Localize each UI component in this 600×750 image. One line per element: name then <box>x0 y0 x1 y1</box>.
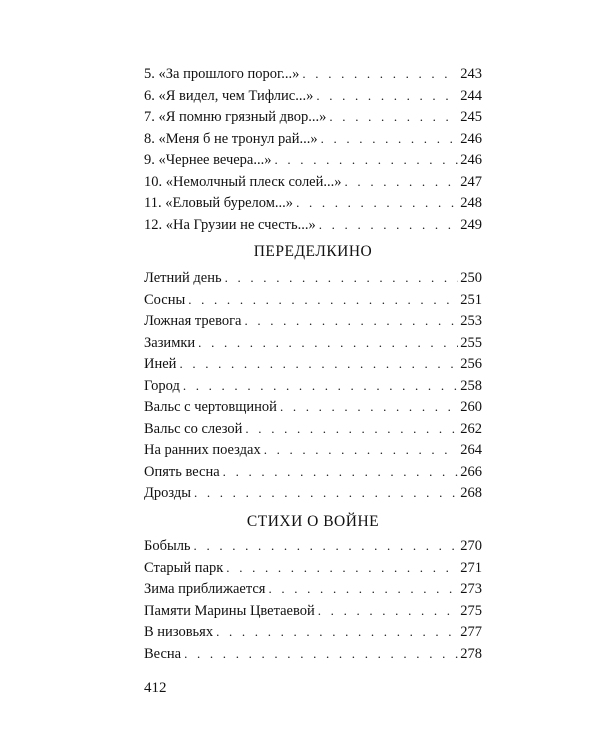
entry-title: Город <box>144 377 180 394</box>
dot-leader <box>183 375 458 397</box>
entry-page: 243 <box>460 66 482 82</box>
entry-title: Летний день <box>144 270 222 286</box>
section-heading-peredelkino: ПЕРЕДЕЛКИНО <box>253 243 373 260</box>
entry-title: Весна <box>144 645 182 662</box>
entry-page: 255 <box>460 334 482 351</box>
entry-page: 246 <box>460 130 482 147</box>
toc-entry <box>144 310 482 332</box>
toc-section-tiflis <box>144 63 482 235</box>
dot-leader <box>225 267 459 289</box>
dot-leader <box>179 353 458 375</box>
toc-entry <box>144 600 482 622</box>
entry-page: 246 <box>460 152 482 168</box>
entry-title: Ложная тревога <box>144 313 242 329</box>
entry-page: 262 <box>460 420 482 437</box>
dot-leader <box>302 63 458 85</box>
dot-leader <box>319 214 459 236</box>
entry-page: 273 <box>460 581 482 597</box>
toc-entry <box>144 214 482 236</box>
toc-entry <box>144 128 482 150</box>
dot-leader <box>194 535 459 557</box>
entry-title: Опять весна <box>144 463 220 480</box>
toc-entry <box>144 353 482 375</box>
entry-page: 260 <box>460 399 482 415</box>
toc-entry <box>144 63 482 85</box>
entry-title: На ранних поездах <box>144 442 261 458</box>
entry-page: 244 <box>460 87 482 104</box>
dot-leader <box>345 171 459 193</box>
dot-leader <box>275 149 459 171</box>
toc-entry <box>144 418 482 440</box>
entry-title: Вальс со слезой <box>144 420 243 437</box>
entry-page: 248 <box>460 195 482 211</box>
entry-page: 245 <box>460 109 482 125</box>
dot-leader <box>316 85 458 107</box>
toc-entry <box>144 578 482 600</box>
entry-page: 250 <box>460 270 482 286</box>
entry-page: 251 <box>460 291 482 308</box>
dot-leader <box>216 621 458 643</box>
entry-title: В низовьях <box>144 624 214 640</box>
entry-page: 277 <box>460 624 482 640</box>
toc-entry <box>144 535 482 557</box>
dot-leader <box>188 289 458 311</box>
toc-entry <box>144 149 482 171</box>
dot-leader <box>226 557 458 579</box>
toc-entry <box>144 332 482 354</box>
entry-title: 12. «На Грузии не счесть...» <box>144 216 316 233</box>
entry-title: 6. «Я видел, чем Тифлис...» <box>144 87 314 104</box>
section-heading-war-poems: СТИХИ О ВОЙНЕ <box>246 513 380 530</box>
entry-page: 270 <box>460 538 482 554</box>
entry-title: 8. «Меня б не тронул рай...» <box>144 130 318 147</box>
toc-entry <box>144 461 482 483</box>
toc-entry <box>144 375 482 397</box>
toc-entry <box>144 289 482 311</box>
toc-entry <box>144 396 482 418</box>
entry-title: Сосны <box>144 291 186 308</box>
entry-title: Иней <box>144 356 177 372</box>
entry-page: 249 <box>460 216 482 233</box>
entry-title: Вальс с чертовщиной <box>144 399 277 415</box>
entry-page: 271 <box>460 559 482 576</box>
dot-leader <box>280 396 458 418</box>
entry-title: 9. «Чернее вечера...» <box>144 152 272 168</box>
page-number: 412 <box>144 680 167 696</box>
entry-page: 266 <box>460 463 482 480</box>
entry-title: Старый парк <box>144 559 224 576</box>
dot-leader <box>194 482 458 504</box>
toc-entry <box>144 643 482 665</box>
entry-title: Зазимки <box>144 334 196 351</box>
toc-entry <box>144 106 482 128</box>
entry-page: 264 <box>460 442 482 458</box>
entry-title: Памяти Марины Цветаевой <box>144 602 315 619</box>
entry-title: 5. «За прошлого порог...» <box>144 66 300 82</box>
entry-title: Дрозды <box>144 485 191 501</box>
entry-title: 11. «Еловый бурелом...» <box>144 195 294 211</box>
toc-section-peredelkino <box>144 267 482 504</box>
entry-page: 278 <box>460 645 482 662</box>
toc-entry <box>144 621 482 643</box>
dot-leader <box>184 643 458 665</box>
entry-title: 7. «Я помню грязный двор...» <box>144 109 327 125</box>
entry-page: 268 <box>460 485 482 501</box>
dot-leader <box>329 106 458 128</box>
dot-leader <box>318 600 458 622</box>
toc-entry <box>144 267 482 289</box>
toc-entry <box>144 192 482 214</box>
dot-leader <box>264 439 459 461</box>
toc-entry <box>144 482 482 504</box>
toc-section-war-poems <box>144 535 482 664</box>
entry-page: 275 <box>460 602 482 619</box>
dot-leader <box>245 418 458 440</box>
toc-entry <box>144 439 482 461</box>
dot-leader <box>198 332 458 354</box>
dot-leader <box>223 461 459 483</box>
entry-title: Бобыль <box>144 538 191 554</box>
dot-leader <box>244 310 458 332</box>
entry-page: 256 <box>460 356 482 372</box>
entry-title: 10. «Немолчный плеск солей...» <box>144 173 342 190</box>
entry-title: Зима приближается <box>144 581 266 597</box>
toc-entry <box>144 171 482 193</box>
dot-leader <box>296 192 458 214</box>
entry-page: 258 <box>460 377 482 394</box>
entry-page: 247 <box>460 173 482 190</box>
toc-entry <box>144 85 482 107</box>
toc-entry <box>144 557 482 579</box>
dot-leader <box>268 578 458 600</box>
entry-page: 253 <box>460 313 482 329</box>
dot-leader <box>321 128 459 150</box>
